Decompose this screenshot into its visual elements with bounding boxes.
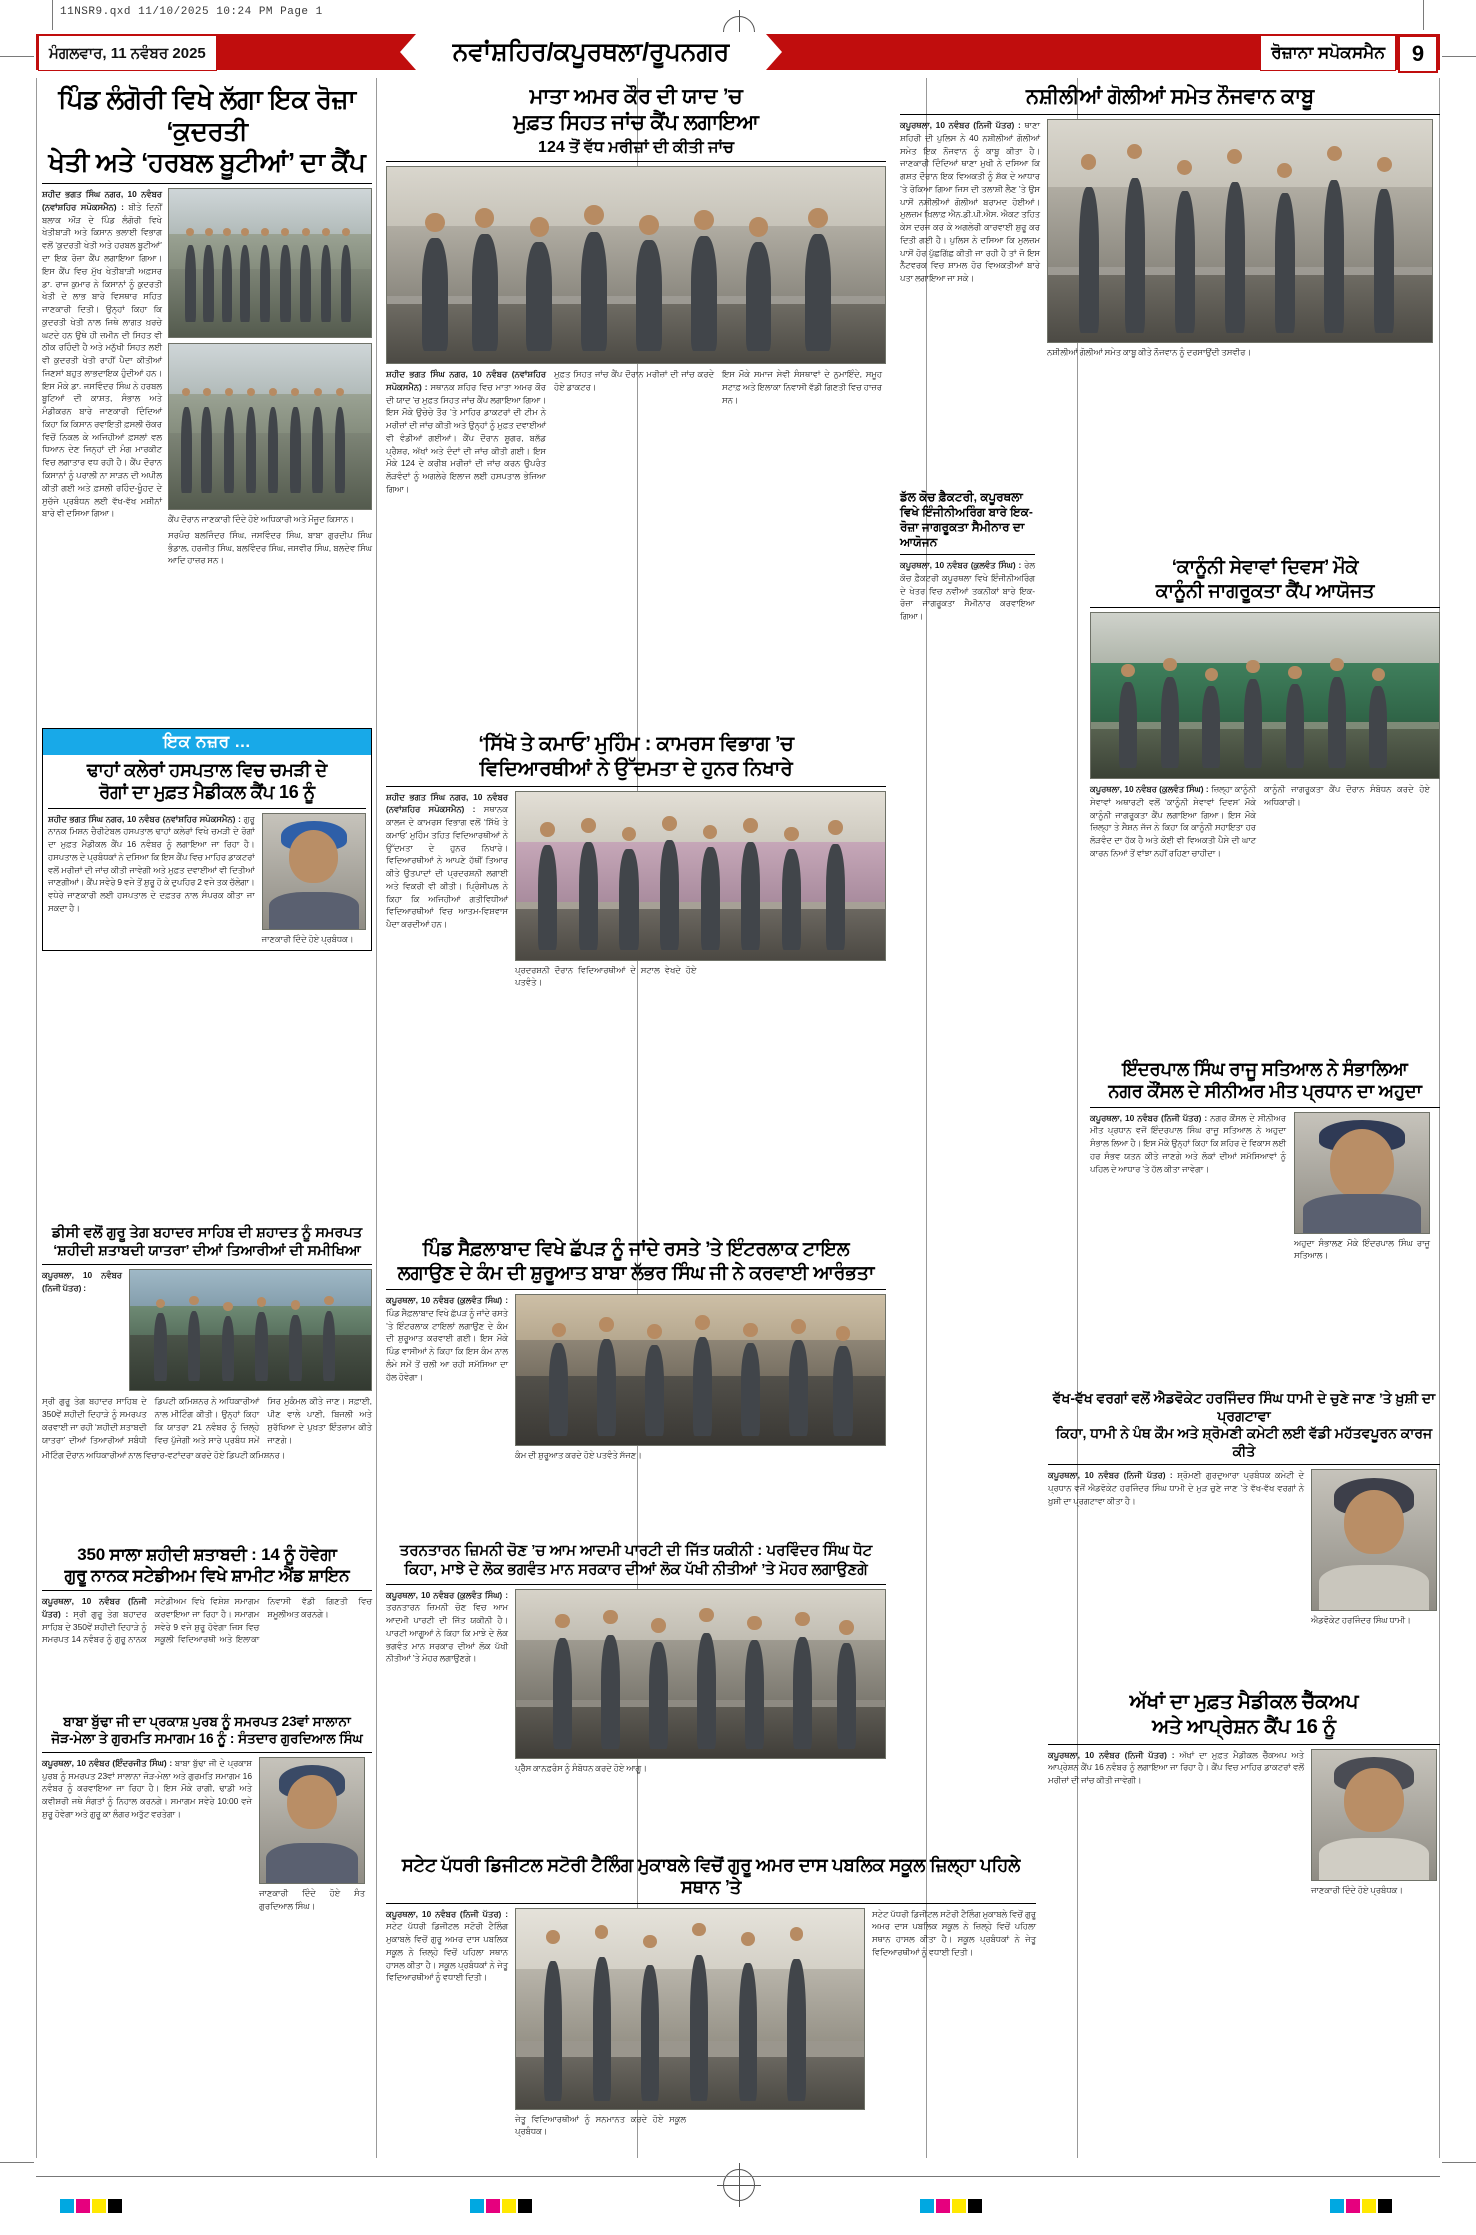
article-9-dateline: ਕਪੂਰਥਲਾ, 10 ਨਵੰਬਰ (ਨਿਜੀ ਪੱਤਰ) : bbox=[42, 1596, 147, 1619]
article-13-headline-line1: ਵੱਖ-ਵੱਖ ਵਰਗਾਂ ਵਲੋਂ ਐਡਵੋਕੇਟ ਹਰਜਿੰਦਰ ਸਿੰਘ ਧਾਮੀ ਦੇ ਚੁਣੇ ਜਾਣ ’ਤੇ ਖ਼ੁਸ਼ੀ ਦਾ ਪ੍ਰਗਟਾਵਾ bbox=[1052, 1390, 1436, 1424]
column-rule-1 bbox=[36, 78, 37, 2158]
article-learn-and-earn bbox=[386, 732, 886, 989]
article-5-caption: ਕਾਨੂੰਨੀ ਜਾਗਰੂਕਤਾ ਕੈਂਪ ਦੌਰਾਨ ਸੰਬੋਧਨ ਕਰਦੇ ਹੋਏ ਅਧਿਕਾਰੀ। bbox=[1264, 784, 1430, 807]
rule bbox=[900, 114, 1440, 115]
article-6-photo bbox=[1294, 1112, 1430, 1234]
article-2-headline-line2: ਮੁਫ਼ਤ ਸਿਹਤ ਜਾਂਚ ਕੈਂਪ ਲਗਾਇਆ bbox=[513, 111, 759, 135]
article-2-dateline: ਸ਼ਹੀਦ ਭਗਤ ਸਿੰਘ ਨਗਰ, 10 ਨਵੰਬਰ (ਨਵਾਂਸ਼ਹਿਰ ਸਪੋਕਸਮੈਨ) : bbox=[386, 369, 546, 392]
article-2-body-continued: ਇਸ ਮੌਕੇ ਸਮਾਜ ਸੇਵੀ ਸੰਸਥਾਵਾਂ ਦੇ ਨੁਮਾਇੰਦੇ, ਸਮੂਹ ਸਟਾਫ਼ ਅਤੇ ਇਲਾਕਾ ਨਿਵਾਸੀ ਵੱਡੀ ਗਿਣਤੀ ਵਿਚ ਹਾਜ਼ਰ ਸਨ। bbox=[722, 369, 882, 405]
ik-nazar-band: ਇਕ ਨਜ਼ਰ ... bbox=[43, 729, 371, 755]
rule bbox=[42, 1752, 372, 1753]
swatch-black bbox=[108, 2199, 122, 2213]
article-legal-services-day bbox=[1090, 556, 1440, 860]
article-7-photo bbox=[262, 813, 366, 930]
swatch-cyan bbox=[470, 2199, 484, 2213]
article-13-body: ਸ਼੍ਰੋਮਣੀ ਗੁਰਦੁਆਰਾ ਪ੍ਰਬੰਧਕ ਕਮੇਟੀ ਦੇ ਪ੍ਰਧਾਨ ਵਜੋਂ ਐਡਵੋਕੇਟ ਹਰਜਿੰਦਰ ਸਿੰਘ ਧਾਮੀ ਦੇ ਮੁੜ ਚੁਣੇ ਜਾਣ ’ਤੇ ਵੱਖ-ਵੱਖ ਵਰਗਾਂ ਨੇ ਖ਼ੁਸ਼ੀ ਦਾ ਪ੍ਰਗਟਾਵਾ ਕੀਤਾ ਹੈ। bbox=[1048, 1470, 1304, 1506]
article-12-dateline: ਕਪੂਰਥਲਾ, 10 ਨਵੰਬਰ (ਕੁਲਵੰਤ ਸਿੰਘ) : bbox=[386, 1589, 508, 1600]
rule bbox=[386, 786, 886, 787]
colour-swatch-bars bbox=[0, 2199, 1476, 2213]
article-16-photo bbox=[515, 791, 886, 961]
masthead-date: ਮੰਗਲਵਾਰ, 11 ਨਵੰਬਰ 2025 bbox=[38, 35, 217, 71]
article-12-headline-line2: ਕਿਹਾ, ਮਾਝੇ ਦੇ ਲੋਕ ਭਗਵੰਤ ਮਾਨ ਸਰਕਾਰ ਦੀਆਂ ਲੋਕ ਪੱਖੀ ਨੀਤੀਆਂ ’ਤੇ ਮੋਹਰ ਲਗਾਉਣਗੇ bbox=[404, 1560, 868, 1578]
swatch-yellow bbox=[1362, 2199, 1376, 2213]
article-2-subhead: 124 ਤੋਂ ਵੱਧ ਮਰੀਜ਼ਾਂ ਦੀ ਕੀਤੀ ਜਾਂਚ bbox=[538, 139, 734, 157]
swatch-cyan bbox=[920, 2199, 934, 2213]
article-interlock-tiles bbox=[386, 1238, 886, 1462]
article-3-dateline: ਕਪੂਰਥਲਾ, 10 ਨਵੰਬਰ (ਨਿਜੀ ਪੱਤਰ) : bbox=[900, 120, 1021, 131]
article-15-body-overflow: ਸਟੇਟ ਪੱਧਰੀ ਡਿਜੀਟਲ ਸਟੋਰੀ ਟੈਲਿੰਗ ਮੁਕਾਬਲੇ ਵਿਚੋਂ ਗੁਰੂ ਅਮਰ ਦਾਸ ਪਬਲਿਕ ਸਕੂਲ ਨੇ ਜ਼ਿਲ੍ਹੇ ਵਿਚੋਂ ਪਹਿਲਾ ਸਥਾਨ ਹਾਸਲ ਕੀਤਾ ਹੈ। ਸਕੂਲ ਪ੍ਰਬੰਧਕਾਂ ਨੇ ਜੇਤੂ ਵਿਦਿਆਰਥੀਆਂ ਨੂੰ ਵਧਾਈ ਦਿਤੀ। bbox=[872, 1908, 1036, 1957]
article-7-headline-line1: ਢਾਹਾਂ ਕਲੇਰਾਂ ਹਸਪਤਾਲ ਵਿਚ ਚਮੜੀ ਦੇ bbox=[86, 760, 328, 780]
article-8-photo bbox=[129, 1269, 372, 1391]
rule bbox=[386, 1903, 1036, 1904]
article-10-headline-line2: ਜੋੜ-ਮੇਲਾ ਤੇ ਗੁਰਮਤਿ ਸਮਾਗਮ 16 ਨੂੰ : ਸੰਤਦਾਰ ਗੁਰਦਿਆਲ ਸਿੰਘ bbox=[51, 1730, 363, 1746]
article-11-body: ਪਿੰਡ ਸੈਫ਼ਲਾਬਾਦ ਵਿਖੇ ਛੱਪੜ ਨੂੰ ਜਾਂਦੇ ਰਸਤੇ ’ਤੇ ਇੰਟਰਲਾਕ ਟਾਇਲਾਂ ਲਗਾਉਣ ਦੇ ਕੰਮ ਦੀ ਸ਼ੁਰੂਆਤ ਕਰਵਾਈ ਗਈ। ਇਸ ਮੌਕੇ ਪਿੰਡ ਵਾਸੀਆਂ ਨੇ ਕਿਹਾ ਕਿ ਇਸ ਕੰਮ ਨਾਲ ਲੰਮੇ ਸਮੇਂ ਤੋਂ ਚਲੀ ਆ ਰਹੀ ਸਮੱਸਿਆ ਦਾ ਹੱਲ ਹੋਵੇਗਾ। bbox=[386, 1307, 508, 1382]
article-15-body: ਸਟੇਟ ਪੱਧਰੀ ਡਿਜੀਟਲ ਸਟੋਰੀ ਟੈਲਿੰਗ ਮੁਕਾਬਲੇ ਵਿਚੋਂ ਗੁਰੂ ਅਮਰ ਦਾਸ ਪਬਲਿਕ ਸਕੂਲ ਨੇ ਜ਼ਿਲ੍ਹੇ ਵਿਚੋਂ ਪਹਿਲਾ ਸਥਾਨ ਹਾਸਲ ਕੀਤਾ ਹੈ। ਸਕੂਲ ਪ੍ਰਬੰਧਕਾਂ ਨੇ ਜੇਤੂ ਵਿਦਿਆਰਥੀਆਂ ਨੂੰ ਵਧਾਈ ਦਿਤੀ। bbox=[386, 1921, 508, 1983]
article-9-headline-line2: ਗੁਰੂ ਨਾਨਕ ਸਟੇਡੀਅਮ ਵਿਖੇ ਸ਼ਾਮੀਟ ਐਂਡ ਸ਼ਾਇਨ bbox=[64, 1566, 350, 1586]
article-14-headline-line2: ਅਤੇ ਆਪ੍ਰੇਸ਼ਨ ਕੈਂਪ 16 ਨੂੰ bbox=[1152, 1715, 1336, 1738]
article-2-caption: ਮੁਫ਼ਤ ਸਿਹਤ ਜਾਂਚ ਕੈਂਪ ਦੌਰਾਨ ਮਰੀਜ਼ਾਂ ਦੀ ਜਾਂਚ ਕਰਦੇ ਹੋਏ ਡਾਕਟਰ। bbox=[554, 369, 714, 392]
article-drugs-arrest bbox=[900, 84, 1440, 359]
article-12-body: ਤਰਨਤਾਰਨ ਜ਼ਿਮਨੀ ਚੋਣ ਵਿਚ ਆਮ ਆਦਮੀ ਪਾਰਟੀ ਦੀ ਜਿੱਤ ਯਕੀਨੀ ਹੈ। ਪਾਰਟੀ ਆਗੂਆਂ ਨੇ ਕਿਹਾ ਕਿ ਮਾਝੇ ਦੇ ਲੋਕ ਭਗਵੰਤ ਮਾਨ ਸਰਕਾਰ ਦੀਆਂ ਲੋਕ ਪੱਖੀ ਨੀਤੀਆਂ ’ਤੇ ਮੋਹਰ ਲਗਾਉਣਗੇ। bbox=[386, 1602, 508, 1664]
article-5-headline-line2: ਕਾਨੂੰਨੀ ਜਾਗਰੂਕਤਾ ਕੈਂਪ ਆਯੋਜਤ bbox=[1155, 580, 1375, 602]
article-digital-storytelling bbox=[386, 1854, 1036, 2138]
swatch-black bbox=[1378, 2199, 1392, 2213]
crop-mark-left-top bbox=[52, 0, 53, 30]
article-2-headline-line1: ਮਾਤਾ ਅਮਰ ਕੌਰ ਦੀ ਯਾਦ ’ਚ bbox=[529, 85, 743, 108]
swatch-magenta bbox=[486, 2199, 500, 2213]
article-7-body: ਗੁਰੂ ਨਾਨਕ ਮਿਸ਼ਨ ਚੈਰੀਟੇਬਲ ਹਸਪਤਾਲ ਢਾਹਾਂ ਕਲੇਰਾਂ ਵਿਖੇ ਚਮੜੀ ਦੇ ਰੋਗਾਂ ਦਾ ਮੁਫ਼ਤ ਮੈਡੀਕਲ ਕੈਂਪ 16 ਨਵੰਬਰ ਨੂੰ ਲਗਾਇਆ ਜਾ ਰਿਹਾ ਹੈ। ਹਸਪਤਾਲ ਦੇ ਪ੍ਰਬੰਧਕਾਂ ਨੇ ਦਸਿਆ ਕਿ ਇਸ ਕੈਂਪ ਵਿਚ ਮਾਹਿਰ ਡਾਕਟਰਾਂ ਵਲੋਂ ਮਰੀਜ਼ਾਂ ਦੀ ਜਾਂਚ ਕੀਤੀ ਜਾਵੇਗੀ ਅਤੇ ਮੁਫ਼ਤ ਦਵਾਈਆਂ ਵੀ ਦਿਤੀਆਂ ਜਾਣਗੀਆਂ। ਕੈਂਪ ਸਵੇਰੇ 9 ਵਜੇ ਤੋਂ ਸ਼ੁਰੂ ਹੋ ਕੇ ਦੁਪਹਿਰ 2 ਵਜੇ ਤਕ ਚੱਲੇਗਾ। ਵਧੇਰੇ ਜਾਣਕਾਰੀ ਲਈ ਹਸਪਤਾਲ ਦੇ ਦਫ਼ਤਰ ਨਾਲ ਸੰਪਰਕ ਕੀਤਾ ਜਾ ਸਕਦਾ ਹੈ। bbox=[48, 813, 255, 913]
masthead-edition: ਨਵਾਂਸ਼ਹਿਰ/ਕਪੂਰਥਲਾ/ਰੂਪਨਗਰ bbox=[416, 32, 766, 72]
article-3-headline: ਨਸ਼ੀਲੀਆਂ ਗੋਲੀਆਂ ਸਮੇਤ ਨੌਜਵਾਨ ਕਾਬੂ bbox=[1025, 85, 1315, 108]
article-1-photo-bottom bbox=[168, 343, 372, 510]
article-11-dateline: ਕਪੂਰਥਲਾ, 10 ਨਵੰਬਰ (ਕੁਲਵੰਤ ਸਿੰਘ) : bbox=[386, 1295, 508, 1306]
rule bbox=[900, 554, 1035, 555]
article-10-photo bbox=[259, 1757, 365, 1884]
article-16-dateline: ਸ਼ਹੀਦ ਭਗਤ ਸਿੰਘ ਨਗਰ, 10 ਨਵੰਬਰ (ਨਵਾਂਸ਼ਹਿਰ ਸਪੋਕਸਮੈਨ) : bbox=[386, 791, 508, 815]
swatch-yellow bbox=[502, 2199, 516, 2213]
article-2-body: ਸਥਾਨਕ ਸ਼ਹਿਰ ਵਿਚ ਮਾਤਾ ਅਮਰ ਕੌਰ ਦੀ ਯਾਦ ’ਚ ਮੁਫ਼ਤ ਸਿਹਤ ਜਾਂਚ ਕੈਂਪ ਲਗਾਇਆ ਗਿਆ। ਇਸ ਮੌਕੇ ਉਚੇਚੇ ਤੌਰ ’ਤੇ ਮਾਹਿਰ ਡਾਕਟਰਾਂ ਦੀ ਟੀਮ ਨੇ ਮਰੀਜ਼ਾਂ ਦੀ ਜਾਂਚ ਕੀਤੀ ਅਤੇ ਉਨ੍ਹਾਂ ਨੂੰ ਮੁਫ਼ਤ ਦਵਾਈਆਂ ਵੀ ਵੰਡੀਆਂ ਗਈਆਂ। ਕੈਂਪ ਦੌਰਾਨ ਸ਼ੂਗਰ, ਬਲੱਡ ਪ੍ਰੈਸ਼ਰ, ਅੱਖਾਂ ਅਤੇ ਦੰਦਾਂ ਦੀ ਜਾਂਚ ਕੀਤੀ ਗਈ। ਇਸ ਮੌਕੇ 124 ਦੇ ਕਰੀਬ ਮਰੀਜ਼ਾਂ ਦੀ ਜਾਂਚ ਕਰਨ ਉਪਰੰਤ ਲੋੜਵੰਦਾਂ ਨੂੰ ਅਗਲੇਰੇ ਇਲਾਜ ਲਈ ਹਸਪਤਾਲ ਭੇਜਿਆ ਗਿਆ। bbox=[386, 381, 546, 494]
article-11-headline-line2: ਲਗਾਉਣ ਦੇ ਕੰਮ ਦੀ ਸ਼ੁਰੂਆਤ ਬਾਬਾ ਲੱਭਰ ਸਿੰਘ ਜੀ ਨੇ ਕਰਵਾਈ ਆਰੰਭਤਾ bbox=[397, 1262, 875, 1284]
swatch-group-mid bbox=[470, 2199, 532, 2213]
article-health-camp bbox=[386, 84, 886, 496]
article-13-headline-line2: ਕਿਹਾ, ਧਾਮੀ ਨੇ ਪੰਥ ਕੌਮ ਅਤੇ ਸ਼੍ਰੋਮਣੀ ਕਮੇਟੀ ਲਈ ਵੱਡੀ ਮਹੱਤਵਪੂਰਨ ਕਾਰਜ ਕੀਤੇ bbox=[1055, 1425, 1433, 1459]
article-7-headline-line2: ਰੋਗਾਂ ਦਾ ਮੁਫ਼ਤ ਮੈਡੀਕਲ ਕੈਂਪ 16 ਨੂੰ bbox=[99, 782, 315, 803]
rule bbox=[1048, 1744, 1440, 1745]
article-15-photo bbox=[515, 1908, 865, 2110]
article-tarntaran-byelection bbox=[386, 1542, 886, 1774]
article-3-photo bbox=[1047, 119, 1433, 343]
article-1-body: ਬੀਤੇ ਦਿਨੀਂ ਬਲਾਕ ਔੜ ਦੇ ਪਿੰਡ ਲੰਗੋਰੀ ਵਿਖੇ ਖੇਤੀਬਾੜੀ ਅਤੇ ਕਿਸਾਨ ਭਲਾਈ ਵਿਭਾਗ ਵਲੋਂ ‘ਕੁਦਰਤੀ ਖੇਤੀ ਅਤੇ ਹਰਬਲ ਬੂਟੀਆਂ’ ਦਾ ਇਕ ਰੋਜ਼ਾ ਕੈਂਪ ਲਗਾਇਆ ਗਿਆ। ਇਸ ਕੈਂਪ ਵਿਚ ਮੁੱਖ ਖੇਤੀਬਾੜੀ ਅਫ਼ਸਰ ਡਾ. ਰਾਜ ਕੁਮਾਰ ਨੇ ਕਿਸਾਨਾਂ ਨੂੰ ਕੁਦਰਤੀ ਖੇਤੀ ਦੇ ਲਾਭ ਬਾਰੇ ਵਿਸਥਾਰ ਸਹਿਤ ਜਾਣਕਾਰੀ ਦਿਤੀ। ਉਨ੍ਹਾਂ ਕਿਹਾ ਕਿ ਕੁਦਰਤੀ ਖੇਤੀ ਨਾਲ ਜਿਥੇ ਲਾਗਤ ਖ਼ਰਚੇ ਘਟਦੇ ਹਨ ਉਥੇ ਹੀ ਜ਼ਮੀਨ ਦੀ ਸਿਹਤ ਵੀ ਠੀਕ ਰਹਿੰਦੀ ਹੈ ਅਤੇ ਮਨੁੱਖੀ ਸਿਹਤ ਲਈ ਵੀ ਕੁਦਰਤੀ ਖੇਤੀ ਰਾਹੀਂ ਪੈਦਾ ਕੀਤੀਆਂ ਜਿਣਸਾਂ ਬਹੁਤ ਲਾਭਦਾਇਕ ਹੁੰਦੀਆਂ ਹਨ। ਇਸ ਮੌਕੇ ਡਾ. ਜਸਵਿੰਦਰ ਸਿੰਘ ਨੇ ਹਰਬਲ ਬੂਟਿਆਂ ਦੀ ਕਾਸ਼ਤ, ਸੰਭਾਲ ਅਤੇ ਮੰਡੀਕਰਨ ਬਾਰੇ ਜਾਣਕਾਰੀ ਦਿੰਦਿਆਂ ਕਿਹਾ ਕਿ ਕਿਸਾਨ ਰਵਾਇਤੀ ਫ਼ਸਲੀ ਚੱਕਰ ਵਿਚੋਂ ਨਿਕਲ ਕੇ ਅਜਿਹੀਆਂ ਫ਼ਸਲਾਂ ਵਲ ਧਿਆਨ ਦੇਣ ਜਿਨ੍ਹਾਂ ਦੀ ਮੰਗ ਮਾਰਕੀਟ ਵਿਚ ਲਗਾਤਾਰ ਵਧ ਰਹੀ ਹੈ। ਕੈਂਪ ਦੌਰਾਨ ਕਿਸਾਨਾਂ ਨੂੰ ਪਰਾਲੀ ਨਾ ਸਾੜਨ ਦੀ ਅਪੀਲ ਕੀਤੀ ਗਈ ਅਤੇ ਫ਼ਸਲੀ ਰਹਿੰਦ-ਖੂੰਹਦ ਦੇ ਸੁਚੱਜੇ ਪ੍ਰਬੰਧਨ ਲਈ ਵੱਖ-ਵੱਖ ਮਸ਼ੀਨਾਂ ਬਾਰੇ ਵੀ ਦਸਿਆ ਗਿਆ। bbox=[42, 201, 162, 519]
article-jor-mela bbox=[42, 1714, 372, 1912]
article-11-headline-line1: ਪਿੰਡ ਸੈਫ਼ਲਾਬਾਦ ਵਿਖੇ ਛੱਪੜ ਨੂੰ ਜਾਂਦੇ ਰਸਤੇ ’ਤੇ ਇੰਟਰਲਾਕ ਟਾਇਲ bbox=[422, 1239, 850, 1260]
article-6-dateline: ਕਪੂਰਥਲਾ, 10 ਨਵੰਬਰ (ਨਿਜੀ ਪੱਤਰ) : bbox=[1090, 1112, 1208, 1123]
article-engineering-seminar bbox=[900, 490, 1035, 623]
article-14-body: ਅੱਖਾਂ ਦਾ ਮੁਫ਼ਤ ਮੈਡੀਕਲ ਚੈੱਕਅਪ ਅਤੇ ਆਪ੍ਰੇਸ਼ਨ ਕੈਂਪ 16 ਨਵੰਬਰ ਨੂੰ ਲਗਾਇਆ ਜਾ ਰਿਹਾ ਹੈ। ਕੈਂਪ ਵਿਚ ਮਾਹਿਰ ਡਾਕਟਰਾਂ ਵਲੋਂ ਮਰੀਜ਼ਾਂ ਦੀ ਜਾਂਚ ਕੀਤੀ ਜਾਵੇਗੀ। bbox=[1048, 1749, 1304, 1786]
article-13-dateline: ਕਪੂਰਥਲਾ, 10 ਨਵੰਬਰ (ਨਿਜੀ ਪੱਤਰ) : bbox=[1048, 1470, 1173, 1480]
article-8-headline-line2: ‘ਸ਼ਹੀਦੀ ਸ਼ਤਾਬਦੀ ਯਾਤਰਾ’ ਦੀਆਂ ਤਿਆਰੀਆਂ ਦੀ ਸਮੀਖਿਆ bbox=[53, 1243, 361, 1260]
registration-mark-bottom bbox=[723, 2169, 755, 2201]
article-8-headline-line1: ਡੀਸੀ ਵਲੋਂ ਗੁਰੂ ਤੇਗ ਬਹਾਦਰ ਸਾਹਿਬ ਦੀ ਸ਼ਹਾਦਤ ਨੂੰ ਸਮਰਪਤ bbox=[51, 1225, 363, 1241]
swatch-group-right bbox=[920, 2199, 982, 2213]
article-15-caption: ਜੇਤੂ ਵਿਦਿਆਰਥੀਆਂ ਨੂੰ ਸਨਮਾਨਤ ਕਰਦੇ ਹੋਏ ਸਕੂਲ ਪ੍ਰਬੰਧਕ। bbox=[515, 2113, 686, 2137]
article-1-headline-line1: ਪਿੰਡ ਲੰਗੋਰੀ ਵਿਖੇ ਲੱਗਾ ਇਕ ਰੋਜ਼ਾ ‘ਕੁਦਰਤੀ bbox=[58, 84, 356, 146]
article-10-dateline: ਕਪੂਰਥਲਾ, 10 ਨਵੰਬਰ (ਇੰਦਰਜੀਤ ਸਿੰਘ) : bbox=[42, 1757, 173, 1768]
article-8-caption: ਮੀਟਿੰਗ ਦੌਰਾਨ ਅਧਿਕਾਰੀਆਂ ਨਾਲ ਵਿਚਾਰ-ਵਟਾਂਦਰਾ ਕਰਦੇ ਹੋਏ ਡਿਪਟੀ ਕਮਿਸ਼ਨਰ। bbox=[42, 1450, 286, 1461]
rule bbox=[42, 1264, 372, 1265]
article-11-photo bbox=[515, 1294, 886, 1446]
article-8-dateline: ਕਪੂਰਥਲਾ, 10 ਨਵੰਬਰ (ਨਿਜੀ ਪੱਤਰ) : bbox=[42, 1270, 122, 1294]
article-3-body: ਥਾਣਾ ਸ਼ਹਿਰੀ ਦੀ ਪੁਲਿਸ ਨੇ 40 ਨਸ਼ੀਲੀਆਂ ਗੋਲੀਆਂ ਸਮੇਤ ਇਕ ਨੌਜਵਾਨ ਨੂੰ ਕਾਬੂ ਕੀਤਾ ਹੈ। ਜਾਣਕਾਰੀ ਦਿੰਦਿਆਂ ਥਾਣਾ ਮੁਖੀ ਨੇ ਦਸਿਆ ਕਿ ਗਸ਼ਤ ਦੌਰਾਨ ਇਕ ਵਿਅਕਤੀ ਨੂੰ ਸ਼ੱਕ ਦੇ ਆਧਾਰ ’ਤੇ ਰੋਕਿਆ ਗਿਆ ਜਿਸ ਦੀ ਤਲਾਸ਼ੀ ਲੈਣ ’ਤੇ ਉਸ ਪਾਸੋਂ ਨਸ਼ੀਲੀਆਂ ਗੋਲੀਆਂ ਬਰਾਮਦ ਹੋਈਆਂ। ਮੁਲਜ਼ਮ ਖ਼ਿਲਾਫ਼ ਐਨ.ਡੀ.ਪੀ.ਐਸ. ਐਕਟ ਤਹਿਤ ਕੇਸ ਦਰਜ ਕਰ ਕੇ ਅਗਲੇਰੀ ਕਾਰਵਾਈ ਸ਼ੁਰੂ ਕਰ ਦਿਤੀ ਗਈ ਹੈ। ਪੁਲਿਸ ਨੇ ਦਸਿਆ ਕਿ ਮੁਲਜ਼ਮ ਪਾਸੋਂ ਹੋਰ ਪੁੱਛਗਿੱਛ ਕੀਤੀ ਜਾ ਰਹੀ ਹੈ ਤਾਂ ਜੋ ਇਸ ਨੈੱਟਵਰਕ ਵਿਚ ਸ਼ਾਮਲ ਹੋਰ ਵਿਅਕਤੀਆਂ ਬਾਰੇ ਪਤਾ ਲਗਾਇਆ ਜਾ ਸਕੇ। bbox=[900, 120, 1040, 284]
article-8-body: ਸ੍ਰੀ ਗੁਰੂ ਤੇਗ ਬਹਾਦਰ ਸਾਹਿਬ ਦੇ 350ਵੇਂ ਸ਼ਹੀਦੀ ਦਿਹਾੜੇ ਨੂੰ ਸਮਰਪਤ ਕਰਵਾਈ ਜਾ ਰਹੀ ‘ਸ਼ਹੀਦੀ ਸ਼ਤਾਬਦੀ ਯਾਤਰਾ’ ਦੀਆਂ ਤਿਆਰੀਆਂ ਸਬੰਧੀ ਡਿਪਟੀ ਕਮਿਸ਼ਨਰ ਨੇ ਅਧਿਕਾਰੀਆਂ ਨਾਲ ਮੀਟਿੰਗ ਕੀਤੀ। ਉਨ੍ਹਾਂ ਕਿਹਾ ਕਿ ਯਾਤਰਾ 21 ਨਵੰਬਰ ਨੂੰ ਜ਼ਿਲ੍ਹੇ ਵਿਚ ਪੁੱਜੇਗੀ ਅਤੇ ਸਾਰੇ ਪ੍ਰਬੰਧ ਸਮੇਂ ਸਿਰ ਮੁਕੰਮਲ ਕੀਤੇ ਜਾਣ। ਸਫ਼ਾਈ, ਪੀਣ ਵਾਲੇ ਪਾਣੀ, ਬਿਜਲੀ ਅਤੇ ਸੁਰੱਖਿਆ ਦੇ ਪੁਖ਼ਤਾ ਇੰਤਜ਼ਾਮ ਕੀਤੇ ਜਾਣਗੇ। bbox=[42, 1396, 372, 1445]
rule bbox=[1090, 607, 1440, 608]
rule bbox=[48, 808, 366, 809]
crop-mark-bottom-right bbox=[1442, 2162, 1476, 2163]
article-4-body: ਰੇਲ ਕੋਚ ਫ਼ੈਕਟਰੀ ਕਪੂਰਥਲਾ ਵਿਖੇ ਇੰਜੀਨੀਅਰਿੰਗ ਦੇ ਖੇਤਰ ਵਿਚ ਨਵੀਆਂ ਤਕਨੀਕਾਂ ਬਾਰੇ ਇਕ-ਰੋਜ਼ਾ ਜਾਗਰੂਕਤਾ ਸੈਮੀਨਾਰ ਕਰਵਾਇਆ ਗਿਆ। bbox=[900, 560, 1035, 622]
crop-mark-right-top bbox=[1423, 0, 1424, 30]
column-rule-4 bbox=[926, 78, 927, 2158]
swatch-yellow bbox=[952, 2199, 966, 2213]
article-6-headline-line2: ਨਗਰ ਕੌਂਸਲ ਦੇ ਸੀਨੀਅਰ ਮੀਤ ਪ੍ਰਧਾਨ ਦਾ ਅਹੁਦਾ bbox=[1108, 1081, 1422, 1102]
article-5-dateline: ਕਪੂਰਥਲਾ, 10 ਨਵੰਬਰ (ਕੁਲਵੰਤ ਸਿੰਘ) : bbox=[1090, 784, 1209, 795]
article-eye-camp bbox=[1048, 1690, 1440, 1896]
article-9-body: ਸ੍ਰੀ ਗੁਰੂ ਤੇਗ ਬਹਾਦਰ ਸਾਹਿਬ ਦੇ 350ਵੇਂ ਸ਼ਹੀਦੀ ਦਿਹਾੜੇ ਨੂੰ ਸਮਰਪਤ 14 ਨਵੰਬਰ ਨੂੰ ਗੁਰੂ ਨਾਨਕ ਸਟੇਡੀਅਮ ਵਿਖੇ ਵਿਸ਼ੇਸ਼ ਸਮਾਗਮ ਕਰਵਾਇਆ ਜਾ ਰਿਹਾ ਹੈ। ਸਮਾਗਮ ਸਵੇਰੇ 9 ਵਜੇ ਸ਼ੁਰੂ ਹੋਵੇਗਾ ਜਿਸ ਵਿਚ ਸਕੂਲੀ ਵਿਦਿਆਰਥੀ ਅਤੇ ਇਲਾਕਾ ਨਿਵਾਸੀ ਵੱਡੀ ਗਿਣਤੀ ਵਿਚ ਸ਼ਮੂਲੀਅਤ ਕਰਨਗੇ। bbox=[42, 1596, 372, 1645]
article-9-headline-line1: 350 ਸਾਲਾ ਸ਼ਹੀਦੀ ਸ਼ਤਾਬਦੀ : 14 ਨੂੰ ਹੋਵੇਗਾ bbox=[77, 1545, 337, 1564]
rule bbox=[42, 1590, 372, 1591]
article-10-caption: ਜਾਣਕਾਰੀ ਦਿੰਦੇ ਹੋਏ ਸੰਤ ਗੁਰਦਿਆਲ ਸਿੰਘ। bbox=[259, 1887, 365, 1911]
article-3-caption: ਨਸ਼ੀਲੀਆਂ ਗੋਲੀਆਂ ਸਮੇਤ ਕਾਬੂ ਕੀਤੇ ਨੌਜਵਾਨ ਨੂੰ ਦਰਸਾਉਂਦੀ ਤਸਵੀਰ। bbox=[1047, 347, 1251, 358]
article-16-headline-line2: ਵਿਦਿਆਰਥੀਆਂ ਨੇ ਉੱਦਮਤਾ ਦੇ ਹੁਨਰ ਨਿਖਾਰੇ bbox=[479, 757, 793, 780]
article-4-headline: ਡੱਲ ਕੋਚ ਫ਼ੈਕਟਰੀ, ਕਪੂਰਥਲਾ ਵਿਖੇ ਇੰਜੀਨੀਅਰਿੰਗ ਬਾਰੇ ਇਕ-ਰੋਜ਼ਾ ਜਾਗਰੂਕਤਾ ਸੈਮੀਨਾਰ ਦਾ ਆਯੋਜਨ bbox=[900, 490, 1033, 549]
swatch-cyan bbox=[1330, 2199, 1344, 2213]
swatch-group-far-right bbox=[1330, 2199, 1392, 2213]
article-12-photo bbox=[515, 1589, 886, 1759]
article-14-caption: ਜਾਣਕਾਰੀ ਦਿੰਦੇ ਹੋਏ ਪ੍ਰਬੰਧਕ। bbox=[1311, 1884, 1403, 1895]
swatch-magenta bbox=[1346, 2199, 1360, 2213]
swatch-yellow bbox=[92, 2199, 106, 2213]
article-5-photo bbox=[1090, 612, 1440, 779]
rule bbox=[386, 1584, 886, 1585]
swatch-group-left bbox=[60, 2199, 122, 2213]
rule bbox=[1048, 1464, 1440, 1465]
rule bbox=[386, 1289, 886, 1290]
swatch-magenta bbox=[76, 2199, 90, 2213]
article-11-caption: ਕੰਮ ਦੀ ਸ਼ੁਰੂਆਤ ਕਰਦੇ ਹੋਏ ਪਤਵੰਤੇ ਸੱਜਣ। bbox=[515, 1450, 642, 1461]
article-10-body: ਬਾਬਾ ਬੁੱਢਾ ਜੀ ਦੇ ਪ੍ਰਕਾਸ਼ ਪੁਰਬ ਨੂੰ ਸਮਰਪਤ 23ਵਾਂ ਸਾਲਾਨਾ ਜੋੜ-ਮੇਲਾ ਅਤੇ ਗੁਰਮਤਿ ਸਮਾਗਮ 16 ਨਵੰਬਰ ਨੂੰ ਕਰਵਾਇਆ ਜਾ ਰਿਹਾ ਹੈ। ਇਸ ਮੌਕੇ ਰਾਗੀ, ਢਾਡੀ ਅਤੇ ਕਵੀਸ਼ਰੀ ਜਥੇ ਸੰਗਤਾਂ ਨੂੰ ਨਿਹਾਲ ਕਰਨਗੇ। ਸਮਾਗਮ ਸਵੇਰੇ 10:00 ਵਜੇ ਸ਼ੁਰੂ ਹੋਵੇਗਾ ਅਤੇ ਗੁਰੂ ਕਾ ਲੰਗਰ ਅਤੁੱਟ ਵਰਤੇਗਾ। bbox=[42, 1757, 252, 1819]
article-1-headline-line2: ਖੇਤੀ ਅਤੇ ‘ਹਰਬਲ ਬੂਟੀਆਂ’ ਦਾ ਕੈਂਪ bbox=[48, 147, 366, 178]
article-16-caption: ਪ੍ਰਦਰਸ਼ਨੀ ਦੌਰਾਨ ਵਿਦਿਆਰਥੀਆਂ ਦੇ ਸਟਾਲ ਵੇਖਦੇ ਹੋਏ ਪਤਵੰਤੇ। bbox=[515, 964, 697, 988]
rule bbox=[1090, 1107, 1440, 1108]
article-16-headline-line1: ‘ਸਿੱਖੋ ਤੇ ਕਮਾਓ’ ਮੁਹਿੰਮ : ਕਾਮਰਸ ਵਿਭਾਗ ’ਚ bbox=[478, 733, 794, 755]
article-1-photo-top bbox=[168, 188, 372, 338]
article-dhami-congratulations bbox=[1048, 1390, 1440, 1627]
masthead-brand: ਰੋਜ਼ਾਨਾ ਸਪੋਕਸਮੈਨ bbox=[1260, 35, 1396, 71]
print-slug: 11NSR9.qxd 11/10/2025 10:24 PM Page 1 bbox=[60, 6, 323, 18]
article-13-photo bbox=[1311, 1469, 1437, 1611]
article-1-dateline: ਸ਼ਹੀਦ ਭਗਤ ਸਿੰਘ ਨਗਰ, 10 ਨਵੰਬਰ (ਨਵਾਂਸ਼ਹਿਰ ਸਪੋਕਸਮੈਨ) : bbox=[42, 189, 162, 212]
swatch-cyan bbox=[60, 2199, 74, 2213]
article-skin-camp bbox=[42, 728, 372, 951]
article-5-headline-line1: ‘ਕਾਨੂੰਨੀ ਸੇਵਾਵਾਂ ਦਿਵਸ’ ਮੌਕੇ bbox=[1171, 557, 1359, 578]
rule bbox=[386, 161, 886, 162]
article-13-caption: ਐਡਵੋਕੇਟ ਹਰਜਿੰਦਰ ਸਿੰਘ ਧਾਮੀ। bbox=[1311, 1615, 1411, 1625]
article-14-dateline: ਕਪੂਰਥਲਾ, 10 ਨਵੰਬਰ (ਨਿਜੀ ਪੱਤਰ) : bbox=[1048, 1749, 1175, 1760]
crop-mark-top-left bbox=[0, 56, 34, 57]
article-shaheedi-yatra-review bbox=[42, 1224, 372, 1462]
article-1-caption: ਕੈਂਪ ਦੌਰਾਨ ਜਾਣਕਾਰੀ ਦਿੰਦੇ ਹੋਏ ਅਧਿਕਾਰੀ ਅਤੇ ਮੌਜੂਦ ਕਿਸਾਨ। bbox=[168, 514, 354, 525]
article-10-headline-line1: ਬਾਬਾ ਬੁੱਢਾ ਜੀ ਦਾ ਪ੍ਰਕਾਸ਼ ਪੁਰਬ ਨੂੰ ਸਮਰਪਤ 23ਵਾਂ ਸਾਲਾਨਾ bbox=[63, 1714, 351, 1729]
article-6-headline-line1: ਇੰਦਰਪਾਲ ਸਿੰਘ ਰਾਜੂ ਸਤਿਆਲ ਨੇ ਸੰਭਾਲਿਆ bbox=[1122, 1059, 1408, 1079]
rule bbox=[42, 183, 372, 184]
article-5-body: ਜ਼ਿਲ੍ਹਾ ਕਾਨੂੰਨੀ ਸੇਵਾਵਾਂ ਅਥਾਰਟੀ ਵਲੋਂ ‘ਕਾਨੂੰਨੀ ਸੇਵਾਵਾਂ ਦਿਵਸ’ ਮੌਕੇ ਕਾਨੂੰਨੀ ਜਾਗਰੂਕਤਾ ਕੈਂਪ ਲਗਾਇਆ ਗਿਆ। ਇਸ ਮੌਕੇ ਜ਼ਿਲ੍ਹਾ ਤੇ ਸੈਸ਼ਨ ਜੱਜ ਨੇ ਕਿਹਾ ਕਿ ਕਾਨੂੰਨੀ ਸਹਾਇਤਾ ਹਰ ਲੋੜਵੰਦ ਦਾ ਹੱਕ ਹੈ ਅਤੇ ਕੋਈ ਵੀ ਵਿਅਕਤੀ ਪੈਸੇ ਦੀ ਘਾਟ ਕਾਰਨ ਨਿਆਂ ਤੋਂ ਵਾਂਝਾ ਨਹੀਂ ਰਹਿਣਾ ਚਾਹੀਦਾ। bbox=[1090, 784, 1256, 858]
article-12-headline-line1: ਤਰਨਤਾਰਨ ਜ਼ਿਮਨੀ ਚੋਣ ’ਚ ਆਮ ਆਦਮੀ ਪਾਰਟੀ ਦੀ ਜਿੱਤ ਯਕੀਨੀ : ਪਰਵਿੰਦਰ ਸਿੰਘ ਧੋਟ bbox=[399, 1542, 873, 1559]
article-6-body: ਨਗਰ ਕੌਂਸਲ ਦੇ ਸੀਨੀਅਰ ਮੀਤ ਪ੍ਰਧਾਨ ਵਜੋਂ ਇੰਦਰਪਾਲ ਸਿੰਘ ਰਾਜੂ ਸਤਿਆਲ ਨੇ ਅਹੁਦਾ ਸੰਭਾਲ ਲਿਆ ਹੈ। ਇਸ ਮੌਕੇ ਉਨ੍ਹਾਂ ਕਿਹਾ ਕਿ ਸ਼ਹਿਰ ਦੇ ਵਿਕਾਸ ਲਈ ਹਰ ਸੰਭਵ ਯਤਨ ਕੀਤੇ ਜਾਣਗੇ ਅਤੇ ਲੋਕਾਂ ਦੀਆਂ ਸਮੱਸਿਆਵਾਂ ਨੂੰ ਪਹਿਲ ਦੇ ਆਧਾਰ ’ਤੇ ਹੱਲ ਕੀਤਾ ਜਾਵੇਗਾ। bbox=[1090, 1112, 1286, 1174]
article-15-dateline: ਕਪੂਰਥਲਾ, 10 ਨਵੰਬਰ (ਨਿਜੀ ਪੱਤਰ) : bbox=[386, 1908, 508, 1919]
article-7-dateline: ਸ਼ਹੀਦ ਭਗਤ ਸਿੰਘ ਨਗਰ, 10 ਨਵੰਬਰ (ਨਵਾਂਸ਼ਹਿਰ ਸਪੋਕਸਮੈਨ) : bbox=[48, 813, 241, 824]
article-350-centenary bbox=[42, 1544, 372, 1646]
article-lead-natural-farming bbox=[42, 84, 372, 567]
swatch-black bbox=[518, 2199, 532, 2213]
article-14-photo bbox=[1311, 1749, 1437, 1881]
article-2-photo bbox=[386, 166, 886, 364]
column-rule-2 bbox=[376, 78, 377, 2158]
swatch-magenta bbox=[936, 2199, 950, 2213]
masthead-page-number: 9 bbox=[1398, 35, 1438, 73]
article-6-caption: ਅਹੁਦਾ ਸੰਭਾਲਣ ਮੌਕੇ ਇੰਦਰਪਾਲ ਸਿੰਘ ਰਾਜੂ ਸਤਿਆਲ। bbox=[1294, 1237, 1430, 1261]
crop-mark-bottom-left bbox=[0, 2162, 34, 2163]
crop-mark-top-right bbox=[1442, 56, 1476, 57]
swatch-black bbox=[968, 2199, 982, 2213]
article-7-caption: ਜਾਣਕਾਰੀ ਦਿੰਦੇ ਹੋਏ ਪ੍ਰਬੰਧਕ। bbox=[261, 933, 354, 944]
article-council-vice-president bbox=[1090, 1058, 1440, 1262]
article-15-headline: ਸਟੇਟ ਪੱਧਰੀ ਡਿਜੀਟਲ ਸਟੋਰੀ ਟੈਲਿੰਗ ਮੁਕਾਬਲੇ ਵਿਚੋਂ ਗੁਰੂ ਅਮਰ ਦਾਸ ਪਬਲਿਕ ਸਕੂਲ ਜ਼ਿਲ੍ਹਾ ਪਹਿਲੇ ਸਥਾਨ ’ਤੇ bbox=[401, 1855, 1021, 1898]
article-16-body: ਸਥਾਨਕ ਕਾਲਜ ਦੇ ਕਾਮਰਸ ਵਿਭਾਗ ਵਲੋਂ ‘ਸਿੱਖੋ ਤੇ ਕਮਾਓ’ ਮੁਹਿੰਮ ਤਹਿਤ ਵਿਦਿਆਰਥੀਆਂ ਨੇ ਉੱਦਮਤਾ ਦੇ ਹੁਨਰ ਨਿਖਾਰੇ। ਵਿਦਿਆਰਥੀਆਂ ਨੇ ਆਪਣੇ ਹੱਥੀਂ ਤਿਆਰ ਕੀਤੇ ਉਤਪਾਦਾਂ ਦੀ ਪ੍ਰਦਰਸ਼ਨੀ ਲਗਾਈ ਅਤੇ ਵਿਕਰੀ ਵੀ ਕੀਤੀ। ਪ੍ਰਿੰਸੀਪਲ ਨੇ ਕਿਹਾ ਕਿ ਅਜਿਹੀਆਂ ਗਤੀਵਿਧੀਆਂ ਵਿਦਿਆਰਥੀਆਂ ਵਿਚ ਆਤਮ-ਵਿਸ਼ਵਾਸ ਪੈਦਾ ਕਰਦੀਆਂ ਹਨ। bbox=[386, 804, 508, 930]
article-4-dateline: ਕਪੂਰਥਲਾ, 10 ਨਵੰਬਰ (ਕੁਲਵੰਤ ਸਿੰਘ) : bbox=[900, 560, 1022, 570]
foot-rule bbox=[36, 2176, 1440, 2177]
masthead bbox=[36, 34, 1440, 70]
article-1-body-continued: ਸਰਪੰਚ ਬਲਜਿੰਦਰ ਸਿੰਘ, ਜਸਵਿੰਦਰ ਸਿੰਘ, ਬਾਬਾ ਗੁਰਦੀਪ ਸਿੰਘ ਭੰਡਾਲ, ਹਰਜੀਤ ਸਿੰਘ, ਬਲਵਿੰਦਰ ਸਿੰਘ, ਜਸਵੀਰ ਸਿੰਘ, ਬਲਦੇਵ ਸਿੰਘ ਆਦਿ ਹਾਜ਼ਰ ਸਨ। bbox=[168, 529, 372, 566]
article-14-headline-line1: ਅੱਖਾਂ ਦਾ ਮੁਫ਼ਤ ਮੈਡੀਕਲ ਚੈੱਕਅਪ bbox=[1129, 1691, 1359, 1713]
article-12-caption: ਪ੍ਰੈੱਸ ਕਾਨਫ਼ਰੰਸ ਨੂੰ ਸੰਬੋਧਨ ਕਰਦੇ ਹੋਏ ਆਗੂ। bbox=[515, 1762, 647, 1773]
